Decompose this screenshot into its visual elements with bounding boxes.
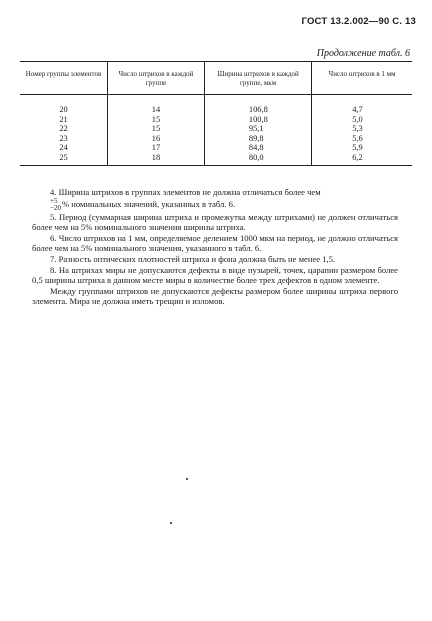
- table-row: [20, 153, 412, 165]
- cell-count: 14: [108, 95, 205, 115]
- cell-width: 106,8: [204, 95, 311, 115]
- cell-group: 24: [59, 143, 68, 153]
- paragraph-4-end: % номинальных значений, указанных в табл. 6.: [61, 198, 236, 209]
- col-header-stroke-width: Ширина штрихов в каждой группе, мкм: [204, 62, 311, 95]
- tolerance-plus: +5: [50, 196, 58, 205]
- cell-group: 20: [59, 105, 68, 114]
- table-row: [20, 124, 412, 134]
- cell-group: 23: [59, 133, 68, 143]
- paragraph-6: 6. Число штрихов на 1 мм, определяемое делением 1000 мкм на период, не должно отличаться более чем на 5% номинального значения, указанного в табл. 6.: [32, 232, 398, 254]
- cell-width: 100,8: [204, 115, 311, 125]
- paragraph-7: 7. Разность оптических плотностей штриха и фона должна быть не менее 1,5.: [50, 253, 336, 264]
- paragraph-4-start: 4. Ширина штрихов в группах элементов не должна отличаться более чем: [50, 187, 321, 197]
- cell-width: 80,0: [204, 153, 311, 165]
- cell-count: 15: [108, 124, 205, 134]
- col-header-stroke-count: Число штрихов в каждой группе: [108, 62, 205, 95]
- table-row: [20, 143, 412, 153]
- scan-speck: [186, 478, 188, 480]
- table-continuation-label: Продолжение табл. 6: [316, 48, 410, 59]
- cell-width: 84,8: [204, 143, 311, 153]
- cell-per-mm: 5,6: [312, 134, 412, 144]
- cell-group: 25: [20, 153, 108, 165]
- page-header: ГОСТ 13.2.002—90 С. 13: [301, 16, 416, 27]
- tolerance-minus: −20: [50, 203, 61, 212]
- cell-count: 18: [108, 153, 205, 165]
- paragraph-5: 5. Период (суммарная ширина штриха и промежутка между штрихами) не должен отличаться более чем на 5% номинального значения ширины штриха.: [32, 211, 398, 233]
- cell-width: 95,1: [204, 124, 311, 134]
- table-header-row: [20, 62, 412, 95]
- cell-group: 21: [59, 114, 68, 124]
- data-table: [20, 61, 412, 166]
- table-row: [20, 115, 412, 125]
- paragraph-8: 8. На штрихах миры не допускаются дефекты в виде пузырей, точек, царапин размером более 0,5 ширины штриха в данном месте миры в количестве более трех дефектов в одном элементе.: [32, 264, 398, 286]
- table-row: [20, 134, 412, 144]
- paragraph-9: Между группами штрихов не допускаются дефекты размером более ширины штриха первого элемента. Мира не должна иметь трещин и изломов.: [32, 285, 398, 307]
- col-header-group-number: Номер группы элементов: [20, 62, 108, 95]
- cell-width: 89,8: [204, 134, 311, 144]
- cell-group: 22: [59, 124, 68, 134]
- cell-per-mm: 4,7: [312, 95, 412, 115]
- body-text: [32, 187, 398, 307]
- cell-per-mm: 5,3: [312, 124, 412, 134]
- paragraph-4: [32, 187, 398, 212]
- tolerance-range: [32, 198, 61, 212]
- cell-per-mm: 5,0: [312, 115, 412, 125]
- scan-speck: [170, 522, 172, 524]
- cell-per-mm: 6,2: [312, 153, 412, 165]
- cell-count: 17: [108, 143, 205, 153]
- cell-count: 15: [108, 115, 205, 125]
- col-header-strokes-per-mm: Число штрихов в 1 мм: [312, 62, 412, 95]
- table-row: [20, 95, 412, 115]
- cell-per-mm: 5,9: [312, 143, 412, 153]
- cell-count: 16: [108, 134, 205, 144]
